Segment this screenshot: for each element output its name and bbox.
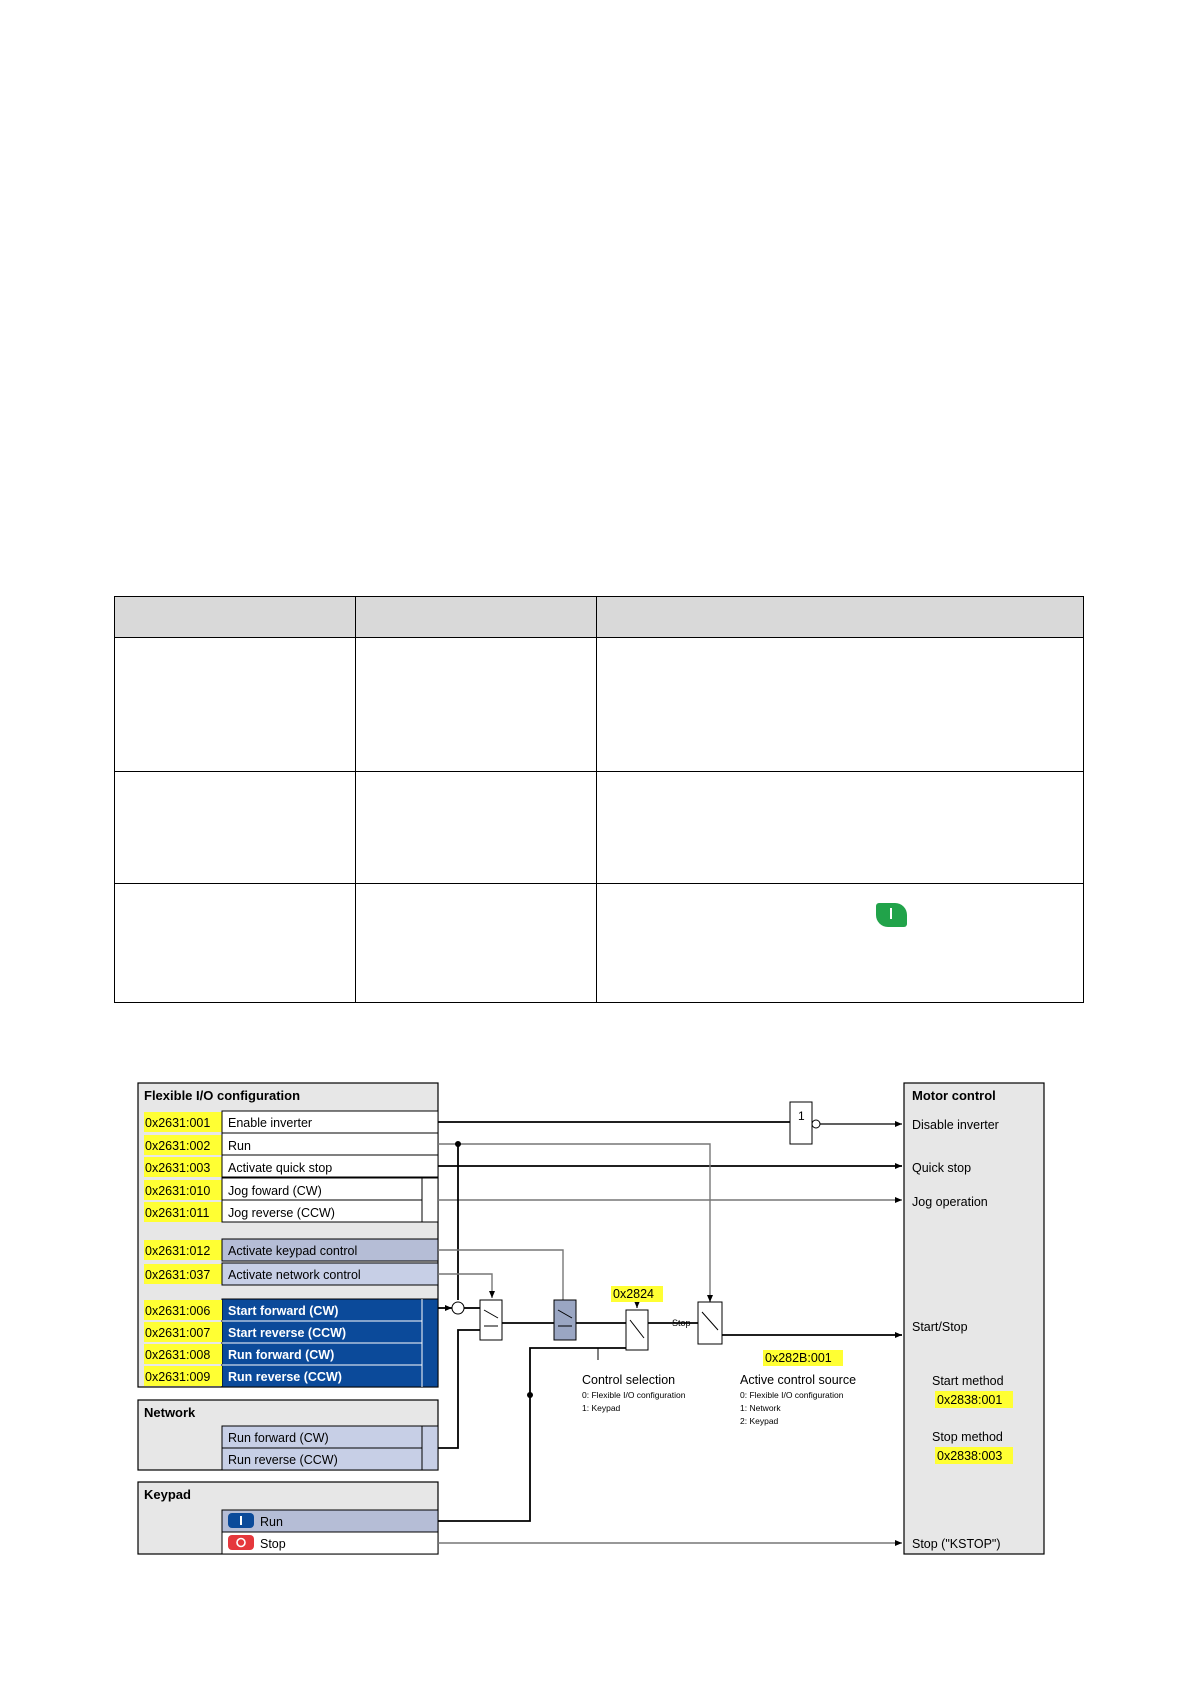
keypad-stop-icon xyxy=(228,1535,254,1550)
param-label: Jog reverse (CCW) xyxy=(228,1206,335,1220)
active-control-source-option: 1: Network xyxy=(740,1403,781,1413)
param-label: Activate quick stop xyxy=(228,1161,333,1175)
motor-output-label: Disable inverter xyxy=(912,1118,999,1132)
keypad-run-icon xyxy=(228,1513,254,1528)
param-code: 0x2631:001 xyxy=(145,1116,211,1130)
param-code: 0x2631:006 xyxy=(145,1304,211,1318)
param-code: 0x2631:008 xyxy=(145,1348,211,1362)
active-control-source-option: 0: Flexible I/O configuration xyxy=(740,1390,844,1400)
switch-block-2 xyxy=(554,1300,576,1340)
motor-control-title: Motor control xyxy=(912,1088,996,1103)
param-label: Activate keypad control xyxy=(228,1244,358,1258)
param-label: Activate network control xyxy=(228,1268,361,1282)
not-gate xyxy=(790,1102,820,1144)
control-selection-option: 1: Keypad xyxy=(582,1403,621,1413)
network-title: Network xyxy=(144,1405,196,1420)
switch-block-1 xyxy=(480,1300,502,1340)
param-code: 0x2631:010 xyxy=(145,1184,211,1198)
signal-lines xyxy=(438,1122,902,1543)
motor-output-label: Jog operation xyxy=(912,1195,988,1209)
switch-block-3 xyxy=(626,1310,648,1350)
active-control-source-title: Active control source xyxy=(740,1373,857,1387)
param-label: Start forward (CW) xyxy=(228,1304,339,1318)
flexible-io-panel xyxy=(138,1083,438,1387)
keypad-title: Keypad xyxy=(144,1487,191,1502)
flexible-io-title: Flexible I/O configuration xyxy=(144,1088,301,1103)
param-label: Jog foward (CW) xyxy=(228,1184,322,1198)
network-panel xyxy=(138,1400,438,1470)
param-code: 0x2631:002 xyxy=(145,1139,211,1153)
keypad-panel xyxy=(138,1482,438,1554)
param-code: 0x2631:011 xyxy=(145,1206,210,1220)
param-code: 0x2631:009 xyxy=(145,1370,211,1384)
or-junction-icon xyxy=(452,1302,464,1314)
not-gate-label: 1 xyxy=(798,1109,805,1123)
start-method-label: Start method xyxy=(932,1374,1004,1388)
param-282b: 0x282B:001 xyxy=(765,1351,832,1365)
control-selection-option: 0: Flexible I/O configuration xyxy=(582,1390,686,1400)
start-method-code: 0x2838:001 xyxy=(937,1393,1003,1407)
keypad-stop-label: Stop xyxy=(260,1537,286,1551)
param-2824: 0x2824 xyxy=(613,1287,655,1301)
stop-switch-label: Stop xyxy=(672,1318,691,1328)
motor-output-label: Start/Stop xyxy=(912,1320,968,1334)
param-code: 0x2631:003 xyxy=(145,1161,211,1175)
param-label: Enable inverter xyxy=(228,1116,313,1130)
network-row-label: Run reverse (CCW) xyxy=(228,1453,338,1467)
keypad-run-label: Run xyxy=(260,1515,283,1529)
network-row-label: Run forward (CW) xyxy=(228,1431,329,1445)
stop-method-label: Stop method xyxy=(932,1430,1003,1444)
param-code: 0x2631:007 xyxy=(145,1326,211,1340)
active-control-source-option: 2: Keypad xyxy=(740,1416,779,1426)
switch-block-4 xyxy=(698,1302,722,1344)
param-label: Start reverse (CCW) xyxy=(228,1326,347,1340)
param-label: Run xyxy=(228,1139,251,1153)
param-label: Run forward (CW) xyxy=(228,1348,335,1362)
param-label: Run reverse (CCW) xyxy=(228,1370,342,1384)
motor-output-label: Quick stop xyxy=(912,1161,972,1175)
motor-control-panel xyxy=(904,1083,1044,1554)
param-code: 0x2631:012 xyxy=(145,1244,211,1258)
param-code: 0x2631:037 xyxy=(145,1268,211,1282)
motor-output-label: Stop ("KSTOP") xyxy=(912,1537,1001,1551)
control-selection-title: Control selection xyxy=(582,1373,676,1387)
stop-method-code: 0x2838:003 xyxy=(937,1449,1003,1463)
